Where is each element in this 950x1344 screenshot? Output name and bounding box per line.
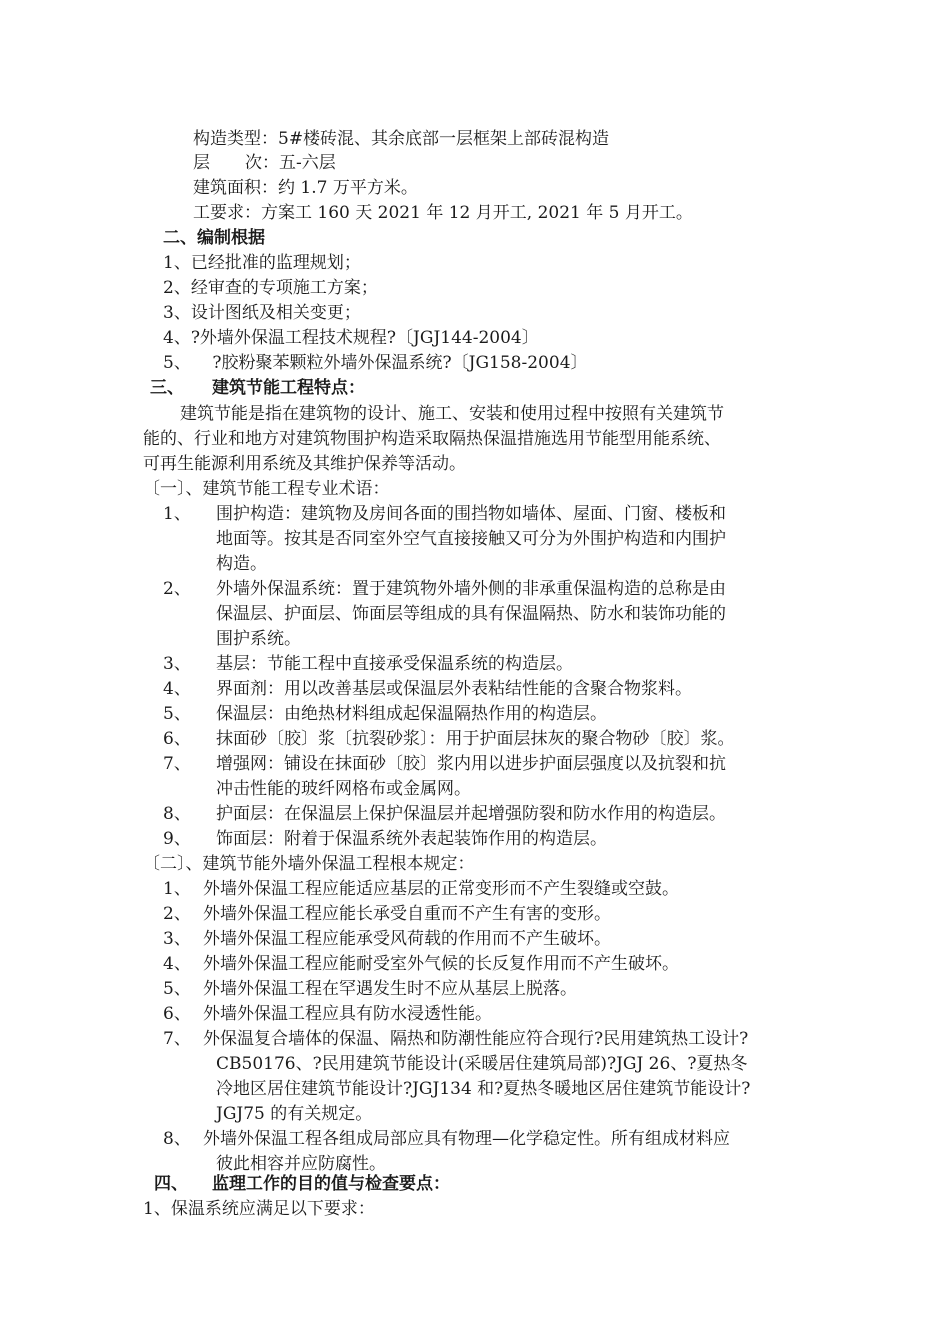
area-line: 建筑面积：约 1.7 万平方米。: [193, 178, 418, 198]
rule-line: 冷地区居住建筑节能设计?JGJ134 和?夏热冬暖地区居住建筑节能设计?: [216, 1079, 751, 1099]
term-number: 8、: [163, 804, 191, 824]
list-item: 1、保温系统应满足以下要求：: [143, 1199, 375, 1219]
term-line: 保温层、护面层、饰面层等组成的具有保温隔热、防水和装饰功能的: [216, 604, 726, 624]
term-line: 地面等。按其是否同室外空气直接接触又可分为外围护构造和内围护: [216, 529, 726, 549]
rule-line: 外墙外保温工程应能长承受自重而不产生有害的变形。: [203, 904, 611, 924]
term-line: 基层：节能工程中直接承受保温系统的构造层。: [216, 654, 573, 674]
paragraph-line: 可再生能源利用系统及其维护保养等活动。: [143, 454, 466, 474]
term-line: 构造。: [216, 554, 267, 574]
rule-number: 6、: [163, 1004, 191, 1024]
section-heading: 建筑节能工程特点：: [212, 378, 365, 398]
term-line: 抹面砂〔胶〕浆〔抗裂砂浆〕：用于护面层抹灰的聚合物砂〔胶〕浆。: [216, 729, 735, 749]
term-number: 2、: [163, 579, 191, 599]
rule-line: 外墙外保温工程应能耐受室外气候的长反复作用而不产生破坏。: [203, 954, 679, 974]
list-item: 5、 ?胶粉聚苯颗粒外墙外保温系统?〔JG158-2004〕: [163, 353, 588, 373]
list-item: 2、经审查的专项施工方案；: [163, 278, 378, 298]
term-line: 护面层：在保温层上保护保温层并起增强防裂和防水作用的构造层。: [216, 804, 726, 824]
rule-line: 外墙外保温工程各组成局部应具有物理—化学稳定性。所有组成材料应: [203, 1129, 730, 1149]
rule-line: 外保温复合墙体的保温、隔热和防潮性能应符合现行?民用建筑热工设计?: [203, 1029, 749, 1049]
term-line: 界面剂：用以改善基层或保温层外表粘结性能的含聚合物浆料。: [216, 679, 692, 699]
floors-label: 层: [193, 153, 210, 173]
rule-number: 7、: [163, 1029, 191, 1049]
term-line: 围护构造：建筑物及房间各面的围挡物如墙体、屋面、门窗、楼板和: [216, 504, 726, 524]
section-number: 四、: [154, 1174, 188, 1194]
term-number: 5、: [163, 704, 191, 724]
rule-line: CB50176、?民用建筑节能设计(采暖居住建筑局部)?JGJ 26、?夏热冬: [216, 1054, 748, 1074]
rule-line: 外墙外保温工程应能适应基层的正常变形而不产生裂缝或空鼓。: [203, 879, 679, 899]
subsection-heading: 〔二〕、建筑节能外墙外保温工程根本规定：: [143, 854, 475, 874]
section-heading: 二、编制根据: [163, 228, 265, 248]
structure-type-line: 构造类型：5#楼砖混、其余底部一层框架上部砖混构造: [193, 129, 610, 149]
list-item: 3、设计图纸及相关变更；: [163, 303, 361, 323]
rule-number: 1、: [163, 879, 191, 899]
term-line: 围护系统。: [216, 629, 301, 649]
rule-number: 5、: [163, 979, 191, 999]
list-item: 1、已经批准的监理规划；: [163, 253, 361, 273]
subsection-heading: 〔一〕、建筑节能工程专业术语：: [143, 479, 390, 499]
rule-line: 彼此相容并应防腐性。: [216, 1154, 386, 1174]
term-number: 3、: [163, 654, 191, 674]
paragraph-line: 建筑节能是指在建筑物的设计、施工、安装和使用过程中按照有关建筑节: [180, 404, 724, 424]
rule-line: 外墙外保温工程应能承受风荷载的作用而不产生破坏。: [203, 929, 611, 949]
term-line: 外墙外保温系统：置于建筑物外墙外侧的非承重保温构造的总称是由: [216, 579, 726, 599]
section-heading: 监理工作的目的值与检查要点：: [212, 1174, 450, 1194]
term-line: 保温层：由绝热材料组成起保温隔热作用的构造层。: [216, 704, 607, 724]
rule-number: 3、: [163, 929, 191, 949]
term-number: 9、: [163, 829, 191, 849]
term-line: 冲击性能的玻纤网格布或金属网。: [216, 779, 471, 799]
rule-line: 外墙外保温工程应具有防水浸透性能。: [203, 1004, 492, 1024]
rule-number: 4、: [163, 954, 191, 974]
rule-number: 2、: [163, 904, 191, 924]
term-line: 饰面层：附着于保温系统外表起装饰作用的构造层。: [216, 829, 607, 849]
section-number: 三、: [150, 378, 184, 398]
list-item: 4、?外墙外保温工程技术规程?〔JGJ144-2004〕: [163, 328, 539, 348]
rule-line: 外墙外保温工程在罕遇发生时不应从基层上脱落。: [203, 979, 577, 999]
term-number: 7、: [163, 754, 191, 774]
term-number: 6、: [163, 729, 191, 749]
term-line: 增强网：铺设在抹面砂〔胶〕浆内用以进步护面层强度以及抗裂和抗: [216, 754, 726, 774]
floors-value: 次：五-六层: [245, 153, 336, 173]
term-number: 1、: [163, 504, 191, 524]
term-number: 4、: [163, 679, 191, 699]
rule-line: JGJ75 的有关规定。: [216, 1104, 373, 1124]
rule-number: 8、: [163, 1129, 191, 1149]
schedule-line: 工要求：方案工 160 天 2021 年 12 月开工, 2021 年 5 月开工。: [193, 203, 693, 223]
paragraph-line: 能的、行业和地方对建筑物围护构造采取隔热保温措施选用节能型用能系统、: [143, 429, 721, 449]
